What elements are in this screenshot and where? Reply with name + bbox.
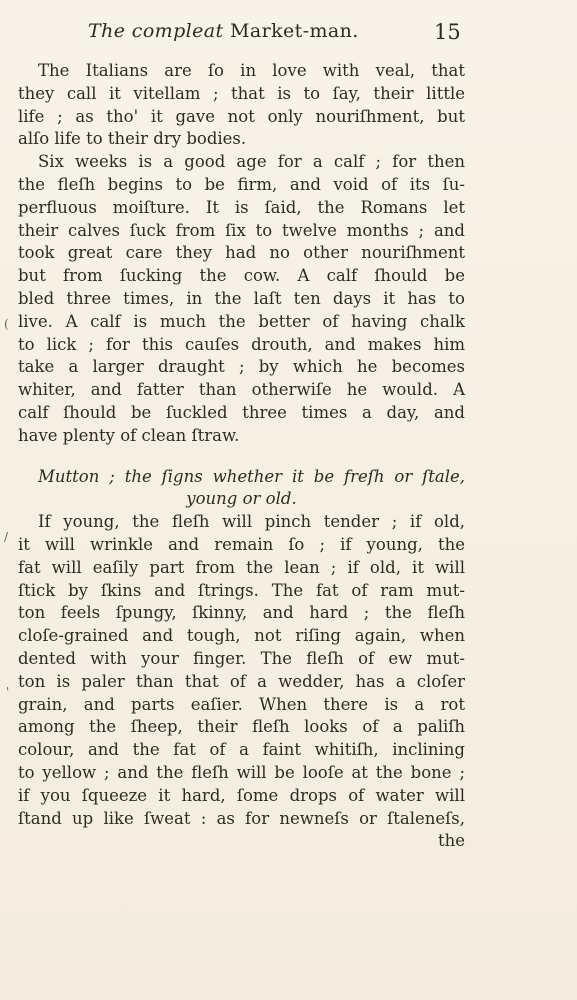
margin-mark: ' xyxy=(6,685,10,699)
text-line: alſo life to their dry bodies. xyxy=(18,129,247,149)
text-line: among the ſheep, their fleſh looks of a paliſh xyxy=(18,717,465,737)
text-line: The Italians are ſo in love with veal, that xyxy=(38,61,465,80)
text-line: their calves ſuck from ſix to twelve months ; and xyxy=(18,220,465,240)
text-line: life ; as tho' it gave not only nouriſhment, but xyxy=(18,106,465,126)
running-head xyxy=(0,20,577,50)
text-line: dented with your finger. The fleſh of ew mut- xyxy=(18,648,465,668)
text-line: colour, and the fat of a faint whitiſh, inclining xyxy=(18,740,465,760)
catchword: the xyxy=(437,831,465,851)
section-heading: Mutton ; the ſigns whether it be freſh or ſtale, xyxy=(38,466,465,486)
text-line: to lick ; for this cauſes drouth, and makes him xyxy=(18,334,465,354)
running-title-caps: Market-man. xyxy=(230,20,359,42)
text-line: ton feels ſpungy, ſkinny, and hard ; the fleſh xyxy=(18,603,465,623)
text-line: took great care they had no other nouriſhment xyxy=(18,243,465,263)
text-line: bled three times, in the laſt ten days it has to xyxy=(18,288,465,308)
text-line: if you ſqueeze it hard, ſome drops of water will xyxy=(18,785,465,805)
text-line: perfluous moiſture. It is ſaid, the Romans let xyxy=(18,197,465,217)
text-line: the fleſh begins to be firm, and void of its ſu- xyxy=(18,174,465,194)
text-line: fat will eaſily part from the lean ; if old, it will xyxy=(18,557,465,577)
text-line: ton is paler than that of a wedder, has a cloſer xyxy=(18,671,465,691)
text-line: to yellow ; and the fleſh will be looſe at the bone ; xyxy=(18,762,465,782)
text-line: Six weeks is a good age for a calf ; for then xyxy=(38,152,465,172)
text-line: cloſe-grained and tough, not riſing again, when xyxy=(18,626,465,646)
section-gap xyxy=(18,448,465,466)
text-line: take a larger draught ; by which he becomes xyxy=(18,357,465,377)
section-heading-continued: young or old. xyxy=(186,489,297,509)
text-line: have plenty of clean ſtraw. xyxy=(18,425,240,445)
text-line: grain, and parts eaſier. When there is a rot xyxy=(18,694,465,714)
page-number: 15 xyxy=(434,20,461,44)
margin-mark: / xyxy=(4,530,9,544)
text-line: If young, the fleſh will pinch tender ; if old, xyxy=(38,512,465,532)
text-line: it will wrinkle and remain ſo ; if young, the xyxy=(18,534,465,554)
text-line: ſtick by ſkins and ſtrings. The fat of ram mut- xyxy=(18,580,465,600)
text-line: calf ſhould be ſuckled three times a day, and xyxy=(18,402,465,422)
text-line: they call it vitellam ; that is to ſay, their little xyxy=(18,83,465,103)
text-line: live. A calf is much the better of having chalk xyxy=(18,311,465,331)
margin-mark: ( xyxy=(4,317,9,331)
text-line: whiter, and fatter than otherwiſe he would. A xyxy=(18,380,465,400)
running-title-italic: The compleat xyxy=(88,20,224,42)
text-line: but from ſucking the cow. A calf ſhould be xyxy=(18,266,465,286)
running-title xyxy=(88,20,359,42)
body-text xyxy=(18,60,465,853)
text-line: ſtand up like ſweat : as for newneſs or ſtaleneſs, xyxy=(18,808,465,828)
